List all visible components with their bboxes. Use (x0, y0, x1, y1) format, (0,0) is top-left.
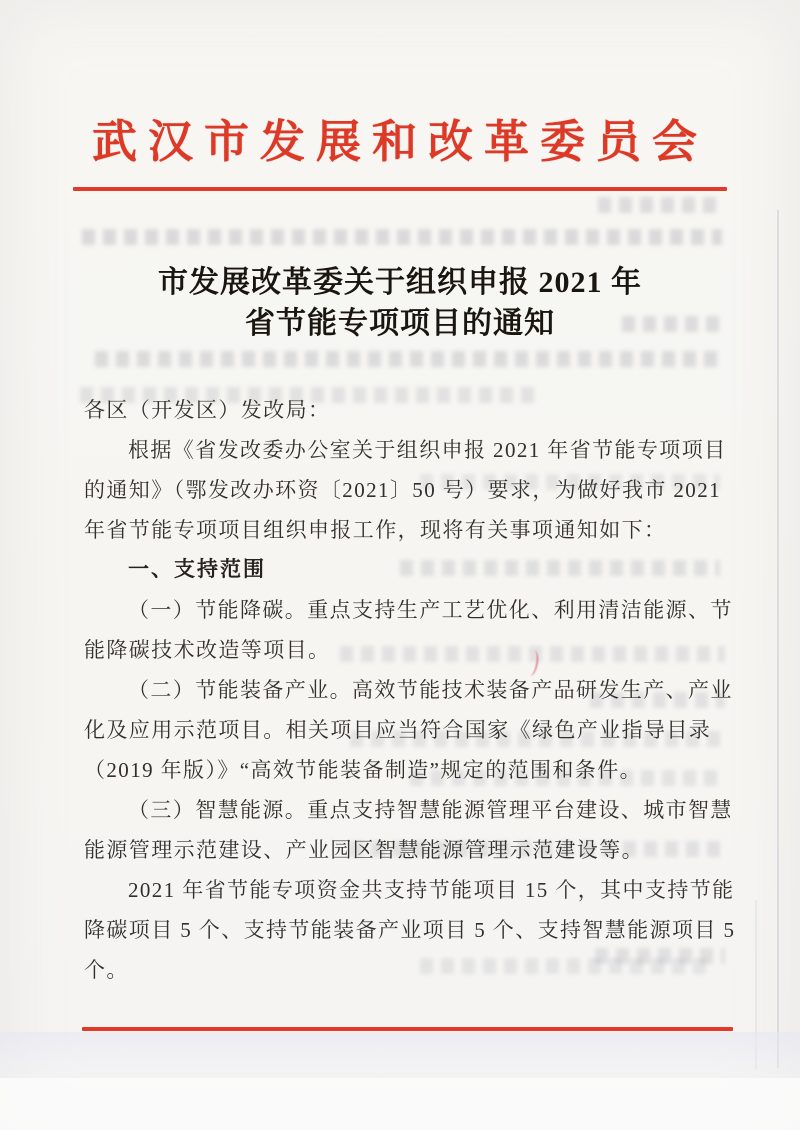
section-heading: 一、支持范围 (128, 558, 266, 581)
bleed-through-artifact (82, 229, 722, 245)
body-line: 根据《省发改委办公室关于组织申报 2021 年省节能专项项目 (128, 438, 727, 462)
document-body (84, 390, 736, 990)
body-line: 降碳项目 5 个、支持节能装备产业项目 5 个、支持智慧能源项目 5 (84, 918, 736, 942)
document-title (0, 262, 800, 344)
body-line: 年省节能专项项目组织申报工作，现将有关事项通知如下： (84, 518, 667, 542)
scan-tint-band (0, 1032, 800, 1078)
bleed-through-artifact (95, 351, 725, 367)
body-line: （一）节能降碳。重点支持生产工艺优化、利用清洁能源、节 (128, 598, 733, 622)
body-line: （三）智慧能源。重点支持智慧能源管理平台建设、城市智慧 (128, 798, 733, 822)
scan-light-band (0, 1078, 800, 1130)
footer-rule (82, 1027, 733, 1031)
body-line: 能源管理示范建设、产业园区智慧能源管理示范建设等。 (84, 838, 644, 862)
body-line: 化及应用示范项目。相关项目应当符合国家《绿色产业指导目录 (84, 718, 712, 742)
masthead-rule (73, 187, 727, 191)
document-title-line2: 省节能专项项目的通知 (245, 307, 555, 340)
document-title-line1: 市发展改革委关于组织申报 2021 年 (158, 266, 642, 299)
paper-edge-line (755, 900, 757, 1070)
salutation-line: 各区（开发区）发改局： (84, 398, 331, 422)
body-line: 2021 年省节能专项资金共支持节能项目 15 个，其中支持节能 (128, 878, 735, 902)
body-line: 个。 (84, 958, 129, 982)
bleed-through-artifact (598, 197, 723, 213)
body-line: （2019 年版）》“高效节能装备制造”规定的范围和条件。 (84, 758, 642, 782)
agency-masthead: 武汉市发展和改革委员会 (91, 117, 708, 167)
body-line: （二）节能装备产业。高效节能技术装备产品研发生产、产业 (128, 678, 733, 702)
body-line: 的通知》（鄂发改办环资〔2021〕50 号）要求，为做好我市 2021 (84, 478, 721, 502)
body-line: 能降碳技术改造等项目。 (84, 638, 331, 662)
